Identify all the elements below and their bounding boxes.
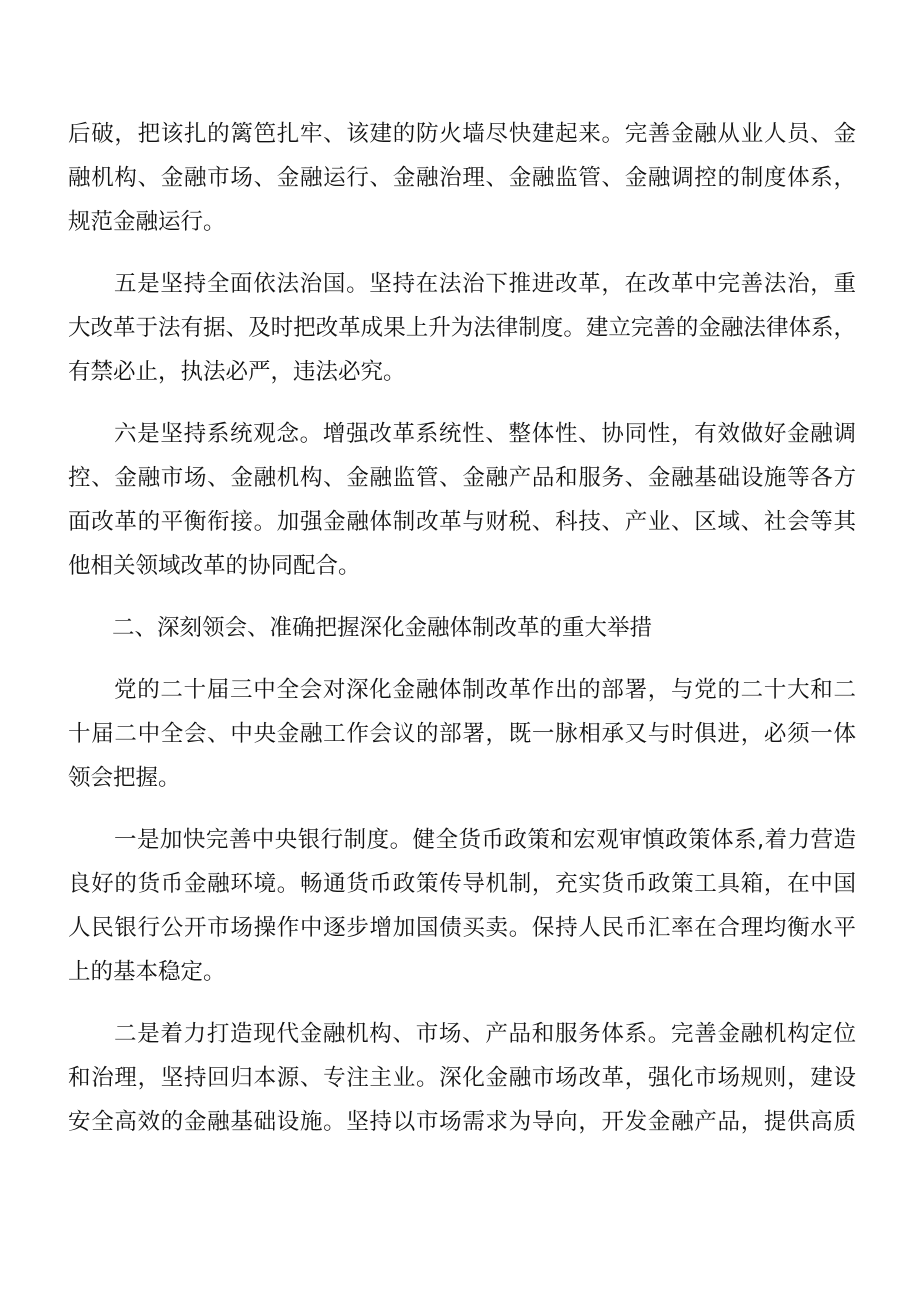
text-line: 安全高效的金融基础设施。坚持以市场需求为导向，开发金融产品，提供高质 [68,1109,856,1135]
paragraph-gap [68,394,856,412]
text-line: 人民银行公开市场操作中逐步增加国债买卖。保持人民币汇率在合理均衡水平 [68,915,856,941]
text-line: 六是坚持系统观念。增强改革系统性、整体性、协同性，有效做好金融调 [114,421,856,447]
paragraph-central-bank [68,818,856,994]
text-line: 一是加快完善中央银行制度。健全货币政策和宏观审慎政策体系,着力营造 [114,827,856,853]
text-line: 二是着力打造现代金融机构、市场、产品和服务体系。完善金融机构定位 [114,1021,856,1047]
paragraph-system-view [68,412,856,588]
text-line: 党的二十届三中全会对深化金融体制改革作出的部署，与党的二十大和二 [114,677,856,703]
text-line: 领会把握。 [68,765,181,791]
text-line: 十届二中全会、中央金融工作会议的部署，既一脉相承又与时俱进，必须一体 [68,721,856,747]
text-line: 和治理，坚持回归本源、专注主业。深化金融市场改革，强化市场规则，建设 [68,1065,856,1091]
text-line: 面改革的平衡衔接。加强金融体制改革与财税、科技、产业、区域、社会等其 [68,509,856,535]
text-line: 有禁必止，执法必严，违法必究。 [68,359,406,385]
paragraph-plenum-deployment [68,668,856,800]
text-line: 大改革于法有据、及时把改革成果上升为法律制度。建立完善的金融法律体系， [68,315,856,341]
text-line: 上的基本稳定。 [68,959,226,985]
text-line: 融机构、金融市场、金融运行、金融治理、金融监管、金融调控的制度体系， [68,165,856,191]
paragraph-gap [68,588,856,606]
document-body [68,112,856,1144]
text-line: 良好的货币金融环境。畅通货币政策传导机制，充实货币政策工具箱，在中国 [68,871,856,897]
paragraph-gap [68,800,856,818]
paragraph-continuation [68,112,856,244]
paragraph-modern-finance-system [68,1012,856,1144]
section-heading [68,606,856,650]
paragraph-rule-of-law [68,262,856,394]
paragraph-gap [68,244,856,262]
text-line: 规范金融运行。 [68,209,226,235]
heading-text: 二、深刻领会、准确把握深化金融体制改革的重大举措 [112,615,653,641]
text-line: 五是坚持全面依法治国。坚持在法治下推进改革，在改革中完善法治，重 [114,271,856,297]
paragraph-gap [68,650,856,668]
paragraph-gap [68,994,856,1012]
text-line: 他相关领域改革的协同配合。 [68,553,361,579]
text-line: 控、金融市场、金融机构、金融监管、金融产品和服务、金融基础设施等各方 [68,465,856,491]
text-line: 后破，把该扎的篱笆扎牢、该建的防火墙尽快建起来。完善金融从业人员、金 [68,121,856,147]
